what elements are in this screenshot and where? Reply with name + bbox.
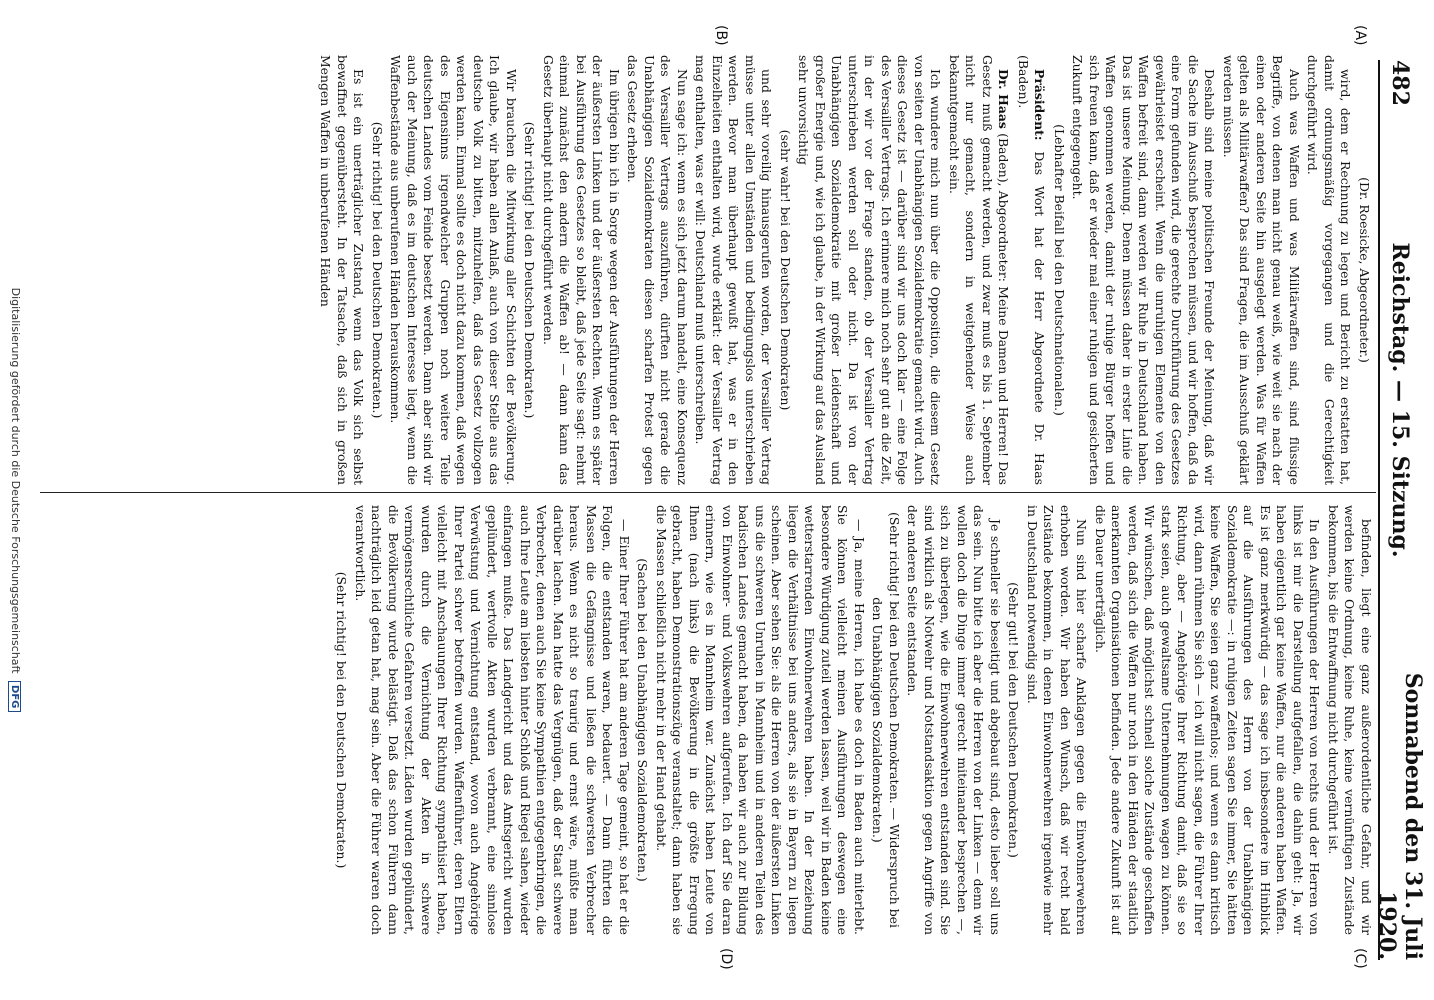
- body-paragraph: und sehr voreilig hinausgerufen worden, der Versailler Vertrag müsse unter allen Umständen und bedingungslos unterschrieben werden. Bevor man überhaupt gewußt hat, was er in den Einzelheiten enthalten wird, wurde erklärt: der Versailler Vertrag mag enthalten, was er will: Deutschland muß unterschreiben.: [693, 55, 775, 485]
- body-paragraph: wird, dem er Rechnung zu legen und Bericht zu erstatten hat, damit ordnungsmäßig vorgegangen und die Gerechtigkeit durchgeführt wird.: [1305, 55, 1354, 485]
- speaker-text: Das Wort hat der Herr Abgeordnete Dr. Haas (Baden).: [1016, 55, 1048, 485]
- body-paragraph: Ich wundere mich nun über die Opposition, die diesem Gesetz von seiten der Unabhängigen Sozialdemokratie gemacht wird. Auch dieses Gesetz ist — darüber sind wir uns doch klar — eine Folge des Versailler Vertrags. Ich erinnere mich noch sehr gut an die Zeit, in der wir vor der Frage standen, ob der Versailler Vertrag unterschrieben werden soll oder nicht. Da ist von der Unabhängigen Sozialdemokratie mit großer Leidenschaft und großer Energie und, wie ich glaube, in der Wirkung auf das Ausland sehr unvorsichtig: [796, 55, 944, 485]
- speaker-name: Präsident:: [1032, 69, 1048, 141]
- interjection: (Sehr richtig! bei den Deutschen Demokraten.): [334, 571, 350, 869]
- interjection: (Sehr richtig! bei den Deutschen Demokraten. — Widerspruch bei den Unabhängigen Sozialdemokraten.): [870, 512, 902, 928]
- page-title: Reichstag. — 15. Sitzung.: [1387, 242, 1413, 558]
- speaker-name: Dr. Haas: [996, 69, 1012, 129]
- margin-mark-b: (B): [713, 25, 729, 46]
- credit-text: Digitalisierung gefördert durch die Deutsche Forschungsgemeinschaft: [9, 287, 22, 674]
- page-number: 482: [1387, 60, 1413, 106]
- margin-mark-a: (A): [1352, 25, 1368, 46]
- left-text-column: [40, 55, 1374, 485]
- body-paragraph: — Einer Ihrer Führer hat am anderen Tage gemeint, so hat er die Folgen, die entstanden waren, bedauert. — Dann führten die Massen die Gefängnisse und ließen die schwersten Verbrecher heraus. Wenn es nicht so traurig und ernst wäre, müßte man darüber lachen. Man hatte das Vergnügen, daß der Staat schwere Verbrecher, denen auch Sie keine Sympathien entgegenbringen, die auch Ihre Leute am liebsten hinter Schloß und Riegel sahen, wieder einfangen mußte. Das Landgericht und das Amtsgericht wurden geplündert, wertvolle Akten wurden verbrannt, eine sinnlose Verwüstung und Vernichtung entstand, wovon auch Angehörige Ihrer Partei schwer betroffen wurden. Waffenführer, deren Eltern vielleicht mit Anschauungen Ihrer Richtung sympathisiert haben, wurden durch die Vernichtung der Akten in schwere vermögensrechtliche Gefahren versetzt. Läden wurden geplündert, die Bevölkerung wurde belästigt. Daß das schon Führern dann nachträglich leid getan hat, mag sein. Aber die Führer waren doch verantwortlich.: [353, 505, 632, 935]
- body-paragraph: Im übrigen bin ich in Sorge wegen der Ausführungen der Herren der äußersten Linken und der äußersten Rechten. Wenn es später bei Ausführung des Gesetzes so bleibt, daß jede Seite sagt: nehmt einmal zunächst den andern die Waffen ab! — dann kann das Gesetz überhaupt nicht durchgeführt werden.: [541, 55, 622, 485]
- body-paragraph: Nun sind hier scharfe Anklagen gegen die Einwohnerwehren erhoben worden. Wir haben den Wunsch, daß wir recht bald Zustände bekommen, in denen Einwohnerwehren irgendwie mehr in Deutschland notwendig sind.: [1025, 505, 1090, 935]
- body-paragraph: Es ist ein unerträglicher Zustand, wenn das Volk sich selbst bewaffnet gegenübersteht. In der Tatsache, daß sich in großen Mengen Waffen in unberufenen Händen: [318, 55, 367, 485]
- margin-mark-c: (C): [1352, 948, 1368, 969]
- body-paragraph: Deshalb sind meine politischen Freunde der Meinung, daß wir die Sache im Ausschuß besprechen müssen, und wir hoffen, daß da eine Form gefunden wird, die gerechte Durchführung des Gesetzes gewährleistet erscheint. Wenn die unruhigen Elemente von den Waffen befreit sind, dann werden wir Ruhe in Deutschland haben. Das ist unsere Meinung. Denen müssen daher in erster Linie die Waffen genommen werden, damit der ruhige Bürger hoffen und sich freuen kann, daß er wieder mal einer ruhigen und gesicherten Zukunft entgegengeht.: [1070, 55, 1218, 485]
- interjection: (Dr. Roesicke, Abgeordneter.): [1357, 177, 1372, 363]
- right-text-column: [40, 505, 1374, 935]
- digitization-credit: [8, 0, 22, 1000]
- session-date: Sonnabend den 31. Juli 1920.: [1374, 672, 1426, 960]
- speaker-paragraph: [946, 55, 1012, 485]
- speaker-text: (Baden), Abgeordneter: Meine Damen und Herren! Das Gesetz muß gemacht werden, und zwar muß es bis 1. September nicht nur gemacht, sondern in weitgehender Weise auch bekanntgemacht sein.: [947, 55, 1012, 485]
- speaker-paragraph: [1015, 55, 1048, 485]
- dfg-logo: DFG: [8, 681, 21, 712]
- interjection: (Sehr richtig! bei den Deutschen Demokraten.): [370, 121, 385, 419]
- interjection: (Sehr richtig! bei den Deutschen Demokraten.): [522, 121, 538, 419]
- body-paragraph: — Ja, meine Herren, ich habe es doch in Baden auch miterlebt. Sie können vielleicht meinen Ausführungen deswegen eine besondere Würdigung zuteil werden lassen, weil wir in Baden keine wetterstarrenden Einwohnerwehren haben. In der Beziehung liegen die Verhältnisse bei uns anders, als sie in Bayern zu liegen scheinen. Aber sehen Sie: als die Herren von der äußersten Linken uns die schweren Unruhen in Mannheim und in anderen Teilen des badischen Landes gemacht haben, da haben wir auch zur Bildung von Einwohner- und Volkswehren aufgerufen. Ich darf Sie daran erinnern, wie es in Mannheim war. Zunächst haben Leute von Ihnen (nach links) die Bevölkerung in die größte Erregung gebracht, haben Demonstrationszüge veranstaltet; dann haben sie die Massen schließlich nicht mehr in der Hand gehabt.: [654, 505, 867, 935]
- body-paragraph: Nun sage ich: wenn es sich jetzt darum handelt, eine Konsequenz des Versailler Vertrags auszuführen, dürften nicht gerade die Unabhängigen Sozialdemokraten diesen scharfen Protest gegen das Gesetz erheben.: [625, 55, 690, 485]
- body-paragraph: Je schneller sie beseitigt und abgebaut sind, desto lieber soll uns das sein. Nun bitte ich aber die Herren von der Linken — denn wir wollen doch die Dinge immer gerecht miteinander besprechen —, sich zu überlegen, wie die Einwohnerwehren entstanden sind. Sie sind wirklich als Notwehr und Notstandsaktion gegen Angriffe von der anderen Seite entstanden.: [905, 505, 1003, 935]
- page-header: [1374, 60, 1426, 960]
- body-paragraph: In den Ausführungen der Herren von rechts und der Herren von links ist mir die Darstellung aufgefallen, die dahin geht: Ja, wir haben eigentlich gar keine Waffen, nur die anderen haben Waffen. Es ist ganz merkwürdig — das sage ich insbesondere im Hinblick auf die Ausführungen des Herrn von der Unabhängigen Sozialdemokratie —: in ruhigen Zeiten sagen Sie immer, Sie hätten keine Waffen, Sie seien ganz waffenlos; und wenn es dann kritisch wird, dann rühmen Sie sich — ich will nicht sagen, die Führer Ihrer Richtung, aber — Angehörige Ihrer Richtung damit, daß sie so stark seien, auch gewaltsame Unternehmungen wagen zu können. Wir wünschen, daß möglichst schnell solche Zustände geschaffen werden, daß sich die Waffen nur noch in den Händen der staatlich anerkannten Organisationen befinden. Jede andere Zukunft ist auf die Dauer unerträglich.: [1093, 505, 1323, 935]
- interjection: (Lebhafter Beifall bei den Deutschnationalen.): [1052, 124, 1067, 416]
- interjection: (Sehr gut! bei den Deutschen Demokraten.): [1006, 582, 1022, 858]
- body-paragraph: befinden, liegt eine ganz außerordentliche Gefahr, und wir werden keine Ordnung, keine Ruhe, keine vernünftigen Zustände bekommen, bis die Entwaffnung nicht durchgeführt ist.: [1326, 505, 1374, 935]
- interjection: (Sachen bei den Unabhängigen Sozialdemokraten.): [635, 558, 651, 882]
- interjection: (sehr wahr! bei den Deutschen Demokraten): [778, 129, 793, 411]
- body-paragraph: Wir brauchen die Mitwirkung aller Schichten der Bevölkerung. Ich glaube, wir haben allen Anlaß, auch von dieser Stelle aus das deutsche Volk zu bitten, mitzuhelfen, daß das Gesetz vollzogen werden kann. Einmal sollte es doch nicht dazu kommen, daß wegen des Eigensinns irgendwelcher Gruppen noch weitere Teile deutschen Landes vom Feinde besetzt werden. Dann aber sind wir auch der Meinung, daß es im deutschen Interesse liegt, wenn die Waffenbestände aus unberufenen Händen herauskommen.: [388, 55, 519, 485]
- column-divider: [40, 492, 1376, 493]
- body-paragraph: Auch was Waffen und was Militärwaffen sind, sind flüssige Begriffe, von denen man nicht genau weiß, wie weit sie nach der einen oder anderen Seite hin ausgelegt werden. Was für Waffen gelten als Militärwaffen? Das sind Fragen, die im Ausschuß geklärt werden müssen.: [1221, 55, 1302, 485]
- margin-mark-d: (D): [718, 948, 734, 970]
